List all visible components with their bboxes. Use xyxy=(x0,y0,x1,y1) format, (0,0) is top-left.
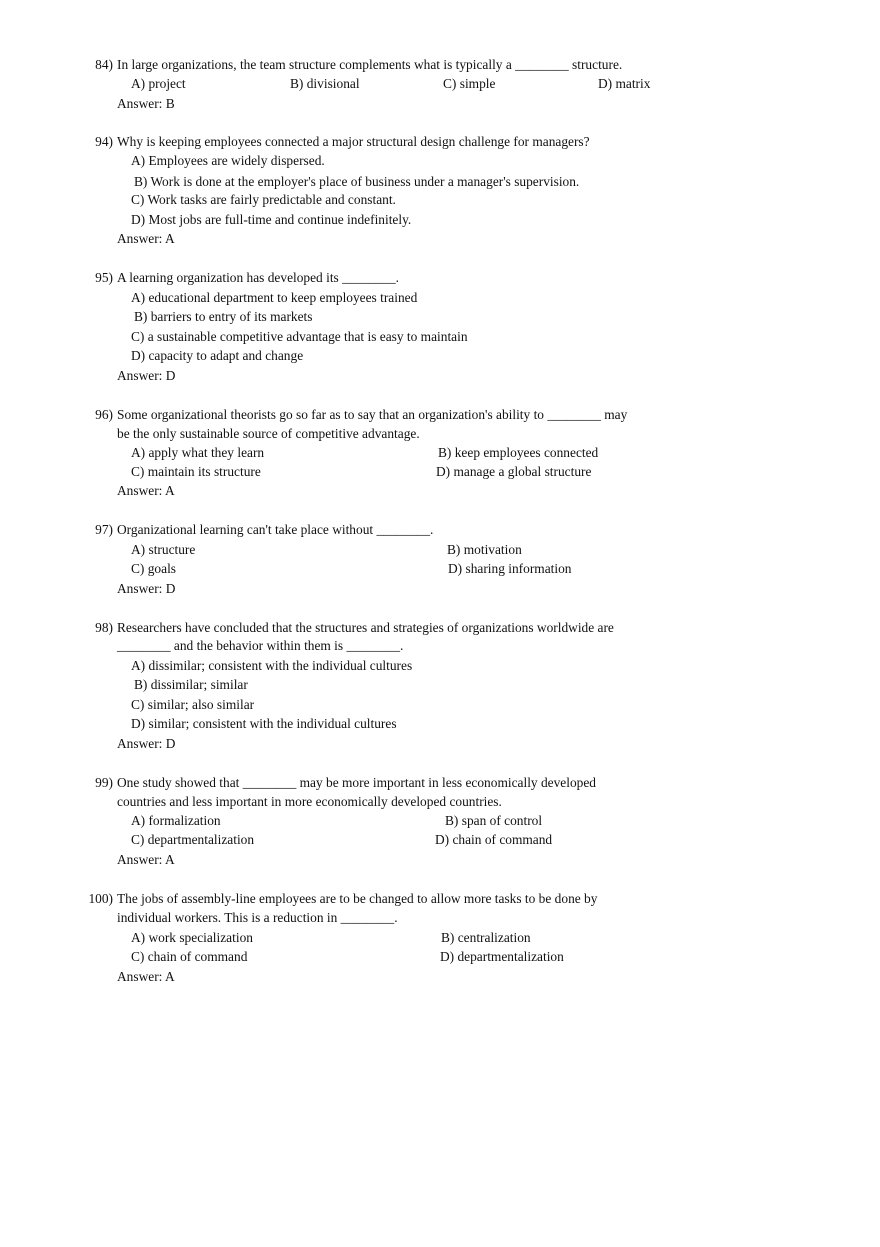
option-a: A) Employees are widely dispersed. xyxy=(131,153,325,168)
option-d: D) departmentalization xyxy=(440,949,564,964)
question-stem-cont: ________ and the behavior within them is ________. xyxy=(117,638,404,653)
answer: Answer: A xyxy=(117,852,175,867)
question-stem: One study showed that ________ may be more important in less economically developed xyxy=(117,775,596,790)
option-a: A) project xyxy=(131,76,186,91)
option-b: B) divisional xyxy=(290,76,360,91)
option-b: B) keep employees connected xyxy=(438,445,599,460)
option-b: B) centralization xyxy=(441,930,531,945)
answer: Answer: D xyxy=(117,368,176,383)
option-a: A) formalization xyxy=(131,813,221,828)
option-c: C) goals xyxy=(131,561,177,576)
option-d: D) Most jobs are full-time and continue indefinitely. xyxy=(131,212,412,227)
question-stem: A learning organization has developed its ________. xyxy=(117,270,400,285)
option-a: A) structure xyxy=(131,542,196,557)
question-number: 98) xyxy=(95,620,113,635)
answer: Answer: A xyxy=(117,969,175,984)
question-stem: Organizational learning can't take place without ________. xyxy=(117,522,434,537)
option-c: C) chain of command xyxy=(131,949,248,964)
option-c: C) maintain its structure xyxy=(131,464,261,479)
option-d: D) matrix xyxy=(598,76,651,91)
option-a: A) dissimilar; consistent with the individual cultures xyxy=(131,658,413,673)
question-number: 97) xyxy=(95,522,113,537)
question-stem: Some organizational theorists go so far as to say that an organization's ability to ________ may xyxy=(117,407,628,422)
question-number: 95) xyxy=(95,270,113,285)
option-c: C) simple xyxy=(443,76,496,91)
option-d: D) chain of command xyxy=(435,832,553,847)
option-a: A) apply what they learn xyxy=(131,445,265,460)
question-number: 99) xyxy=(95,775,113,790)
option-c: C) a sustainable competitive advantage that is easy to maintain xyxy=(131,329,468,344)
option-d: D) similar; consistent with the individual cultures xyxy=(131,716,397,731)
option-b: B) Work is done at the employer's place of business under a manager's supervision. xyxy=(134,174,580,189)
question-stem: In large organizations, the team structure complements what is typically a ________ structure. xyxy=(117,57,623,72)
answer: Answer: B xyxy=(117,96,175,111)
question-number: 94) xyxy=(95,134,113,149)
question-number: 100) xyxy=(88,891,113,906)
option-b: B) barriers to entry of its markets xyxy=(134,309,313,324)
question-number: 96) xyxy=(95,407,113,422)
answer: Answer: D xyxy=(117,736,176,751)
option-d: D) capacity to adapt and change xyxy=(131,348,304,363)
option-a: A) educational department to keep employees trained xyxy=(131,290,418,305)
option-c: C) similar; also similar xyxy=(131,697,255,712)
option-b: B) span of control xyxy=(445,813,543,828)
question-stem-cont: countries and less important in more economically developed countries. xyxy=(117,794,502,809)
answer: Answer: D xyxy=(117,581,176,596)
question-stem: Researchers have concluded that the structures and strategies of organizations worldwide are xyxy=(117,620,614,635)
question-stem-cont: be the only sustainable source of competitive advantage. xyxy=(117,426,420,441)
question-stem: The jobs of assembly-line employees are to be changed to allow more tasks to be done by xyxy=(117,891,598,906)
option-a: A) work specialization xyxy=(131,930,253,945)
option-b: B) motivation xyxy=(447,542,522,557)
option-d: D) sharing information xyxy=(448,561,572,576)
option-b: B) dissimilar; similar xyxy=(134,677,248,692)
question-stem: Why is keeping employees connected a major structural design challenge for managers? xyxy=(117,134,590,149)
answer: Answer: A xyxy=(117,483,175,498)
question-stem-cont: individual workers. This is a reduction in ________. xyxy=(117,910,398,925)
option-c: C) departmentalization xyxy=(131,832,255,847)
option-d: D) manage a global structure xyxy=(436,464,592,479)
question-number: 84) xyxy=(95,57,113,72)
option-c: C) Work tasks are fairly predictable and constant. xyxy=(131,192,396,207)
answer: Answer: A xyxy=(117,231,175,246)
